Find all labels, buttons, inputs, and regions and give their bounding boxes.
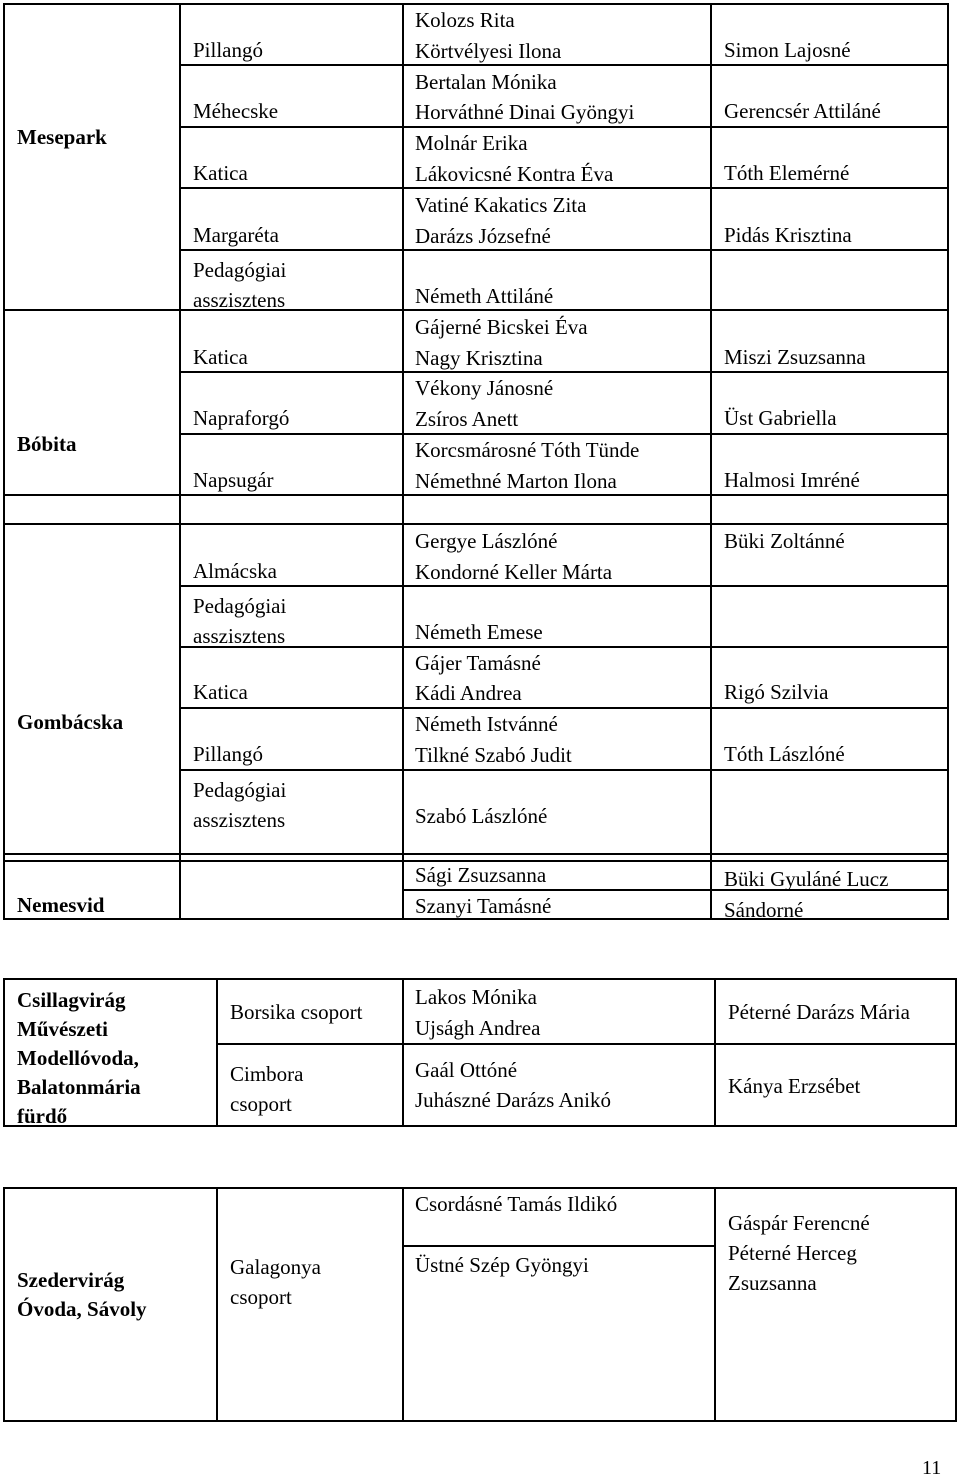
assistant-name: Tóth Lászlóné [724, 742, 845, 766]
assistant-name: Miszi Zsuzsanna [724, 345, 866, 369]
teacher-name: Körtvélyesi Ilona [415, 39, 562, 63]
teacher-name: Sági Zsuzsanna [415, 863, 547, 887]
group-name: Almácska [193, 559, 277, 583]
group-name: Katica [193, 161, 248, 185]
group-name: Pillangó [193, 38, 264, 62]
group-name: Pillangó [193, 742, 264, 766]
assistant-name: Üst Gabriella [724, 406, 837, 430]
teacher-name: Németh Istvánné [415, 712, 558, 736]
location-mesepark: Mesepark [17, 125, 107, 149]
teacher-name: Nagy Krisztina [415, 346, 543, 370]
group-name: Galagonya csoport [230, 1255, 321, 1309]
group-name: Cimbora csoport [230, 1062, 304, 1116]
teacher-name: Üstné Szép Gyöngyi [415, 1253, 589, 1277]
assistant-name: Gáspár Ferencné Péterné Herceg Zsuzsanna [728, 1211, 870, 1295]
location-csillagvirag: Csillagvirág Művészeti Modellóvoda, Balatonmária fürdő [17, 988, 141, 1128]
group-name: Pedagógiai asszisztens [193, 258, 287, 312]
teacher-name: Németh Attiláné [415, 284, 554, 308]
assistant-name: Rigó Szilvia [724, 680, 829, 704]
teacher-name: Tilkné Szabó Judit [415, 743, 572, 767]
teacher-name: Kádi Andrea [415, 681, 522, 705]
group-name: Katica [193, 680, 248, 704]
teacher-name: Gájer Tamásné [415, 651, 541, 675]
teacher-name: Vatiné Kakatics Zita [415, 193, 587, 217]
teacher-name: Juhászné Darázs Anikó [415, 1088, 611, 1112]
assistant-name: Kánya Erzsébet [728, 1074, 861, 1098]
assistant-name: Tóth Elemérné [724, 161, 850, 185]
teacher-name: Zsíros Anett [415, 407, 519, 431]
group-name: Borsika csoport [230, 1000, 363, 1024]
location-szedervirag: Szedervirág Óvoda, Sávoly [17, 1268, 147, 1321]
group-name: Margaréta [193, 223, 279, 247]
teacher-name: Vékony Jánosné [415, 376, 554, 400]
teacher-name: Lákovicsné Kontra Éva [415, 162, 614, 186]
teacher-name: Horváthné Dinai Gyöngyi [415, 100, 635, 124]
page-number: 11 [922, 1457, 942, 1479]
teacher-name: Korcsmárosné Tóth Tünde [415, 438, 640, 462]
teacher-name: Lakos Mónika [415, 985, 537, 1009]
group-name: Pedagógiai asszisztens [193, 594, 287, 648]
assistant-name: Pidás Krisztina [724, 223, 852, 247]
teacher-name: Gaál Ottóné [415, 1058, 518, 1082]
assistant-name: Péterné Darázs Mária [728, 1000, 910, 1024]
teacher-name: Csordásné Tamás Ildikó [415, 1192, 618, 1216]
teacher-name: Molnár Erika [415, 131, 528, 155]
group-name: Napraforgó [193, 406, 290, 430]
assistant-name: Büki Gyuláné Lucz Sándorné [724, 867, 889, 922]
teacher-name: Bertalan Mónika [415, 70, 557, 94]
assistant-name: Halmosi Imréné [724, 468, 860, 492]
teacher-name: Kolozs Rita [415, 8, 515, 32]
teacher-name: Darázs Józsefné [415, 224, 551, 248]
teacher-name: Szabó Lászlóné [415, 804, 548, 828]
teacher-name: Kondorné Keller Márta [415, 560, 613, 584]
assistant-name: Büki Zoltánné [724, 529, 845, 553]
teacher-name: Gergye Lászlóné [415, 529, 558, 553]
group-name: Pedagógiai asszisztens [193, 778, 287, 832]
group-name: Méhecske [193, 99, 279, 123]
assistant-name: Gerencsér Attiláné [724, 99, 881, 123]
teacher-name: Szanyi Tamásné [415, 894, 552, 918]
location-bobita: Bóbita [17, 432, 77, 456]
location-nemesvid: Nemesvid [17, 893, 105, 917]
teacher-name: Némethné Marton Ilona [415, 469, 617, 493]
assistant-name: Simon Lajosné [724, 38, 851, 62]
teacher-name: Gájerné Bicskei Éva [415, 315, 588, 339]
location-gombacska: Gombácska [17, 710, 124, 734]
group-name: Katica [193, 345, 248, 369]
teacher-name: Németh Emese [415, 620, 543, 644]
teacher-name: Ujságh Andrea [415, 1016, 541, 1040]
group-name: Napsugár [193, 468, 274, 492]
